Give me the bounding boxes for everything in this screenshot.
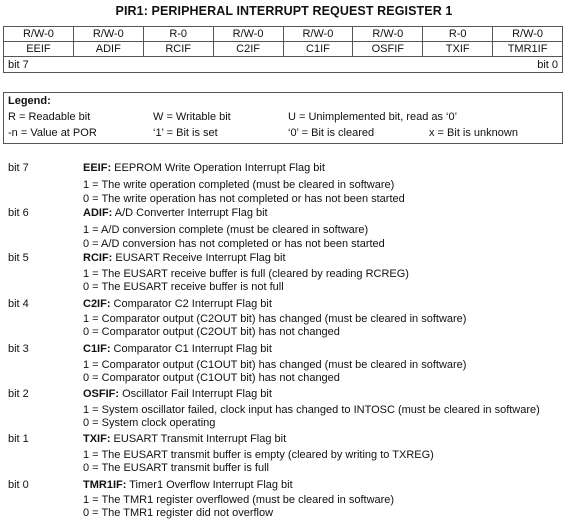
access-row	[4, 27, 563, 42]
bit-value-zero: 0 = The TMR1 register did not overflow	[83, 507, 274, 519]
bit-value-one: 1 = The TMR1 register overflowed (must be cleared in software)	[83, 494, 395, 506]
bit-label: bit 0	[8, 479, 29, 491]
bit-heading	[83, 479, 293, 491]
legend-readable: R = Readable bit	[8, 111, 91, 123]
bit-heading	[83, 162, 325, 174]
bit-heading	[83, 433, 286, 445]
bit-field-name: C2IF:	[83, 298, 111, 310]
bit-value-one: 1 = The EUSART receive buffer is full (cleared by reading RCREG)	[83, 268, 409, 280]
legend-title: Legend:	[8, 95, 51, 107]
bit-value-zero: 0 = Comparator output (C2OUT bit) has not changed	[83, 326, 340, 338]
legend-cleared: ‘0’ = Bit is cleared	[288, 127, 375, 139]
bit-field-name: ADIF:	[83, 207, 113, 219]
bit-name-cell: C1IF	[283, 42, 353, 57]
bit-field-description: Timer1 Overflow Interrupt Flag bit	[126, 479, 293, 491]
access-cell: R-0	[143, 27, 213, 42]
bit-field-name: C1IF:	[83, 343, 111, 355]
bit-value-one: 1 = Comparator output (C1OUT bit) has changed (must be cleared in software)	[83, 359, 467, 371]
bit-label: bit 3	[8, 343, 29, 355]
legend-unimplemented: U = Unimplemented bit, read as ‘0’	[288, 111, 458, 123]
bit-field-description: Oscillator Fail Interrupt Flag bit	[119, 388, 272, 400]
legend-por: -n = Value at POR	[8, 127, 97, 139]
bit-value-one: 1 = The write operation completed (must be cleared in software)	[83, 179, 395, 191]
bit-label: bit 7	[8, 162, 29, 174]
bit-range-right: bit 0	[537, 58, 558, 71]
access-cell: R/W-0	[4, 27, 74, 42]
bit-field-description: Comparator C1 Interrupt Flag bit	[110, 343, 272, 355]
bit-field-description: Comparator C2 Interrupt Flag bit	[110, 298, 272, 310]
bit-name-cell: TXIF	[423, 42, 493, 57]
bit-name-cell: TMR1IF	[493, 42, 563, 57]
bit-name-cell: OSFIF	[353, 42, 423, 57]
bit-value-one: 1 = A/D conversion complete (must be cleared in software)	[83, 224, 369, 236]
legend-writable: W = Writable bit	[153, 111, 231, 123]
access-cell: R/W-0	[283, 27, 353, 42]
bit-label: bit 1	[8, 433, 29, 445]
bit-value-zero: 0 = The write operation has not completed or has not been started	[83, 193, 405, 205]
bit-field-name: TXIF:	[83, 433, 111, 445]
bit-value-zero: 0 = System clock operating	[83, 417, 216, 429]
bit-value-one: 1 = The EUSART transmit buffer is empty (cleared by writing to TXREG)	[83, 449, 434, 461]
bit-heading	[83, 252, 286, 264]
bit-label: bit 2	[8, 388, 29, 400]
bit-field-name: RCIF:	[83, 252, 113, 264]
bit-label: bit 4	[8, 298, 29, 310]
bit-field-name: EEIF:	[83, 162, 112, 174]
bit-heading	[83, 207, 268, 219]
bit-range-cell	[4, 57, 563, 73]
register-title: PIR1: PERIPHERAL INTERRUPT REQUEST REGISTER 1	[115, 4, 453, 18]
legend-unknown: x = Bit is unknown	[429, 127, 518, 139]
bit-range-left: bit 7	[8, 58, 29, 71]
bit-field-name: OSFIF:	[83, 388, 120, 400]
bit-value-zero: 0 = A/D conversion has not completed or has not been started	[83, 238, 385, 250]
bit-name-cell: C2IF	[213, 42, 283, 57]
bit-heading	[83, 388, 272, 400]
bit-field-description: A/D Converter Interrupt Flag bit	[112, 207, 268, 219]
bit-field-name: TMR1IF:	[83, 479, 127, 491]
bit-heading	[83, 343, 272, 355]
legend-set: ‘1’ = Bit is set	[153, 127, 218, 139]
bit-label: bit 5	[8, 252, 29, 264]
bit-value-zero: 0 = Comparator output (C1OUT bit) has not changed	[83, 372, 340, 384]
bit-value-zero: 0 = The EUSART transmit buffer is full	[83, 462, 269, 474]
bit-heading	[83, 298, 272, 310]
bit-value-zero: 0 = The EUSART receive buffer is not full	[83, 281, 284, 293]
access-cell: R/W-0	[353, 27, 423, 42]
access-cell: R/W-0	[213, 27, 283, 42]
bit-value-one: 1 = System oscillator failed, clock input has changed to INTOSC (must be cleared in software)	[83, 404, 540, 416]
bit-field-description: EUSART Receive Interrupt Flag bit	[112, 252, 286, 264]
bit-name-cell: EEIF	[4, 42, 74, 57]
access-cell: R-0	[423, 27, 493, 42]
register-bit-table	[3, 26, 563, 73]
access-cell: R/W-0	[493, 27, 563, 42]
bit-name-cell: RCIF	[143, 42, 213, 57]
bit-value-one: 1 = Comparator output (C2OUT bit) has changed (must be cleared in software)	[83, 313, 467, 325]
bit-field-description: EUSART Transmit Interrupt Flag bit	[110, 433, 287, 445]
bit-label: bit 6	[8, 207, 29, 219]
name-row	[4, 42, 563, 57]
legend-box	[3, 92, 563, 144]
bit-range-row	[4, 57, 563, 73]
bit-name-cell: ADIF	[73, 42, 143, 57]
bit-field-description: EEPROM Write Operation Interrupt Flag bit	[111, 162, 325, 174]
access-cell: R/W-0	[73, 27, 143, 42]
